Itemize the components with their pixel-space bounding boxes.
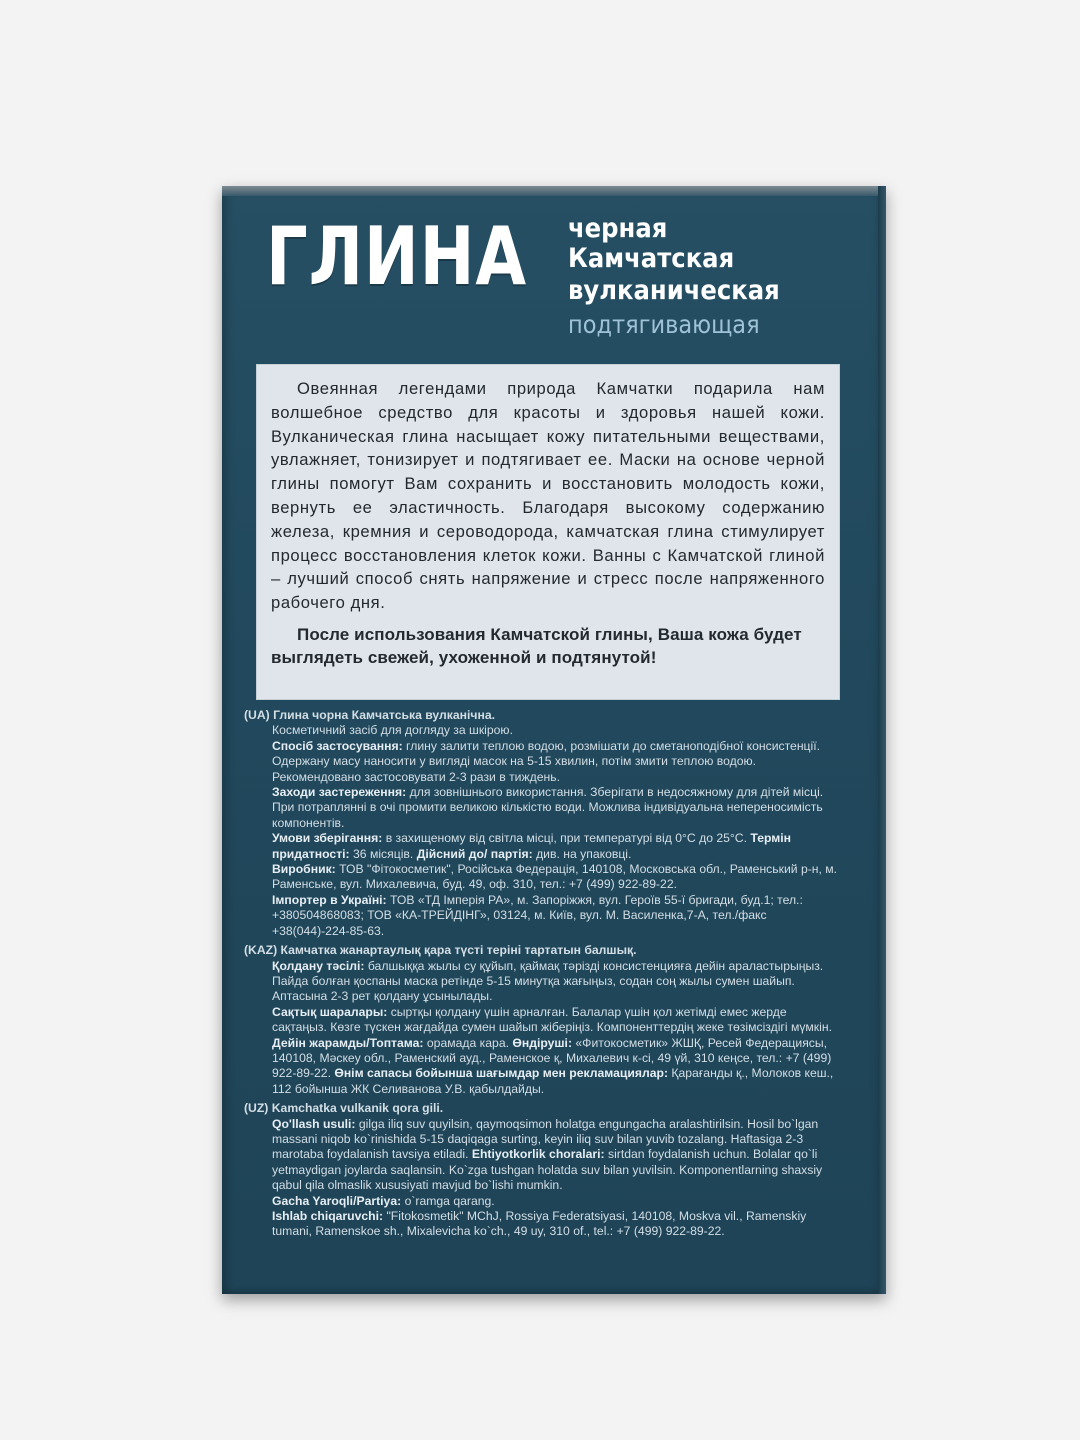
uz-valid: Gacha Yaroqli/Partiya: o`ramga qarang. <box>272 1193 495 1208</box>
ua-precautions: Заходи застереження: для зовнішнього використання. Зберігати в недосяжному для дітей місці. При потраплянні в очі промити великою кількістю води. Можлива індивідуальна непереносимість компонентів. <box>272 785 824 830</box>
ua-importer: Імпортер в Україні: ТОВ «ТД Імперія РА», м. Запоріжжя, вул. Героїв 55-ї бригади, буд.1; тел.: +380504868083; ТОВ «КА-ТРЕЙДІНГ», 03124, м. Київ, вул. М. Василенка,7-А, тел./факс +38(044)-224-85-63. <box>272 892 803 938</box>
legal-info <box>244 708 840 1244</box>
description-panel <box>256 364 840 700</box>
uz-heading: (UZ) Kamchatka vulkanik qora gili. <box>244 1101 444 1116</box>
section-uz <box>244 1101 840 1240</box>
ua-usage: Спосіб застосування: глину залити теплою водою, розмішати до сметаноподібної консистенції. Одержану масу наносити у вигляді масок на 5-15 хвилин, потім змити теплою водою. Рекомендовано застосовувати 2-3 рази в тиждень. <box>272 738 821 784</box>
brand-line-volcanic: вулканическая <box>568 275 780 306</box>
box-top-flap <box>222 186 886 196</box>
brand-line-lifting: подтягивающая <box>568 310 760 339</box>
kaz-maker: Дейін жарамды/Топтама: орамада кара. Өндіруші: «Фитокосметик» ЖШҚ, Ресей Федерациясы, 140108, Мәскеу обл., Раменский ауд., Раменское қ, Михалевич к-сі, 49 үй, 310 кеңсе, тел.: +7 (499) 922-89-22. Өнім сапасы бойынша шағымдар мен рекламациялар: Қарағанды қ., Молоков кеш., 112 бойынша ЖК Селиванова У.В. қабылдайды. <box>272 1035 834 1096</box>
ua-purpose: Косметичний засіб для догляду за шкірою. <box>272 723 513 738</box>
ua-heading: (UA) Глина чорна Камчатська вулканічна. <box>244 708 496 722</box>
kaz-usage: Қолдану тәсiлi: балшыққа жылы су құйып, қаймақ тәрізді консистенцияға дейін араластырыңыз. Пайда болған қоспаны маска ретінде 5-15 минутқа жағыңыз, содан соң жылы сумен шайып. Аптасына 2-3 рет қолдану ұсынылады. <box>272 958 824 1004</box>
section-kaz <box>244 943 840 1097</box>
ua-storage: Умови зберігання: в захищеному від світла місці, при температурі від 0°С до 25°С. Термін придатності: 36 місяців. Дійсний до/ партія: див. на упаковці. <box>272 831 792 861</box>
description-text: Овеянная легендами природа Камчатки подарила нам волшебное средство для красоты и здоровья нашей кожи. Вулканическая глина насыщает кожу питательными веществами, увлажняет, тонизирует и подтягивает ее. Маски на основе черной глины помогут Вам сохранить и восстановить молодость кожи, вернуть ее эластичность. Благодаря высокому содержанию железа, кремния и сероводорода, камчатская глина стимулирует процесс восстановления клеток кожи. Ванны с Камчатской глиной – лучший способ снять напряжение и стресс после напряженного рабочего дня. <box>271 379 825 613</box>
brand-title: ГЛИНА <box>266 210 527 303</box>
section-ua <box>244 708 840 939</box>
brand-line-kamchatka: Камчатская <box>568 243 735 274</box>
uz-usage: Qo'llash usuli: gilga iliq suv quyilsin, qaymoqsimon holatga engungacha aralashtirilsin. Hosil bo`lgan massani niqob ko`rinishida 5-15 daqiqaga surting, keyin iliq suv bilan yuvib tozalang. Haftasiga 2-3 marotaba foydalanish tavsiya etiladi. Ehtiyotkorlik choralari: sirtdan foydalanish uchun. Bolalar qo`li yetmaydigan joylarda saqlansin. Ko`zga tushgan holatda suv bilan yuvilsin. Komponentlarning shaxsiy qabul qila olmaslik xususiyati mavjud bo`lishi mumkin. <box>272 1116 823 1193</box>
box-side-edge <box>878 186 886 1294</box>
description-emphasis: После использования Камчатской глины, Ваша кожа будет выглядеть свежей, ухоженной и подтянутой! <box>271 624 802 667</box>
uz-maker: Ishlab chiqaruvchi: "Fitokosmetik" MChJ, Rossiya Federatsiyasi, 140108, Moskva vil., Ramenskiy tumani, Ramenskoe sh., Mixalevicha ko`ch., 49 uy, 310 of., tel.: +7 (499) 922-89-22. <box>272 1209 807 1239</box>
kaz-precautions: Сақтық шаралары: сыртқы қолдану үшін арналған. Балалар үшін қол жетімді емес жерде сақтаңыз. Көзге түскен жағдайда сумен шайып жіберіңіз. Компоненттердің жеке төзімсіздігі мүмкін. <box>272 1004 832 1035</box>
product-box-back <box>222 186 886 1294</box>
kaz-heading: (KAZ) Камчатка жанартаулық қара түсті терінi тартатын балшық. <box>244 943 637 958</box>
brand-line-black: черная <box>568 213 668 244</box>
ua-maker: Виробник: ТОВ "Фітокосметик", Російська Федерація, 140108, Московська обл., Раменський р-н, м. Раменське, вул. Михалевича, буд. 49, оф. 310, тел.: +7 (499) 922-89-22. <box>272 862 838 892</box>
